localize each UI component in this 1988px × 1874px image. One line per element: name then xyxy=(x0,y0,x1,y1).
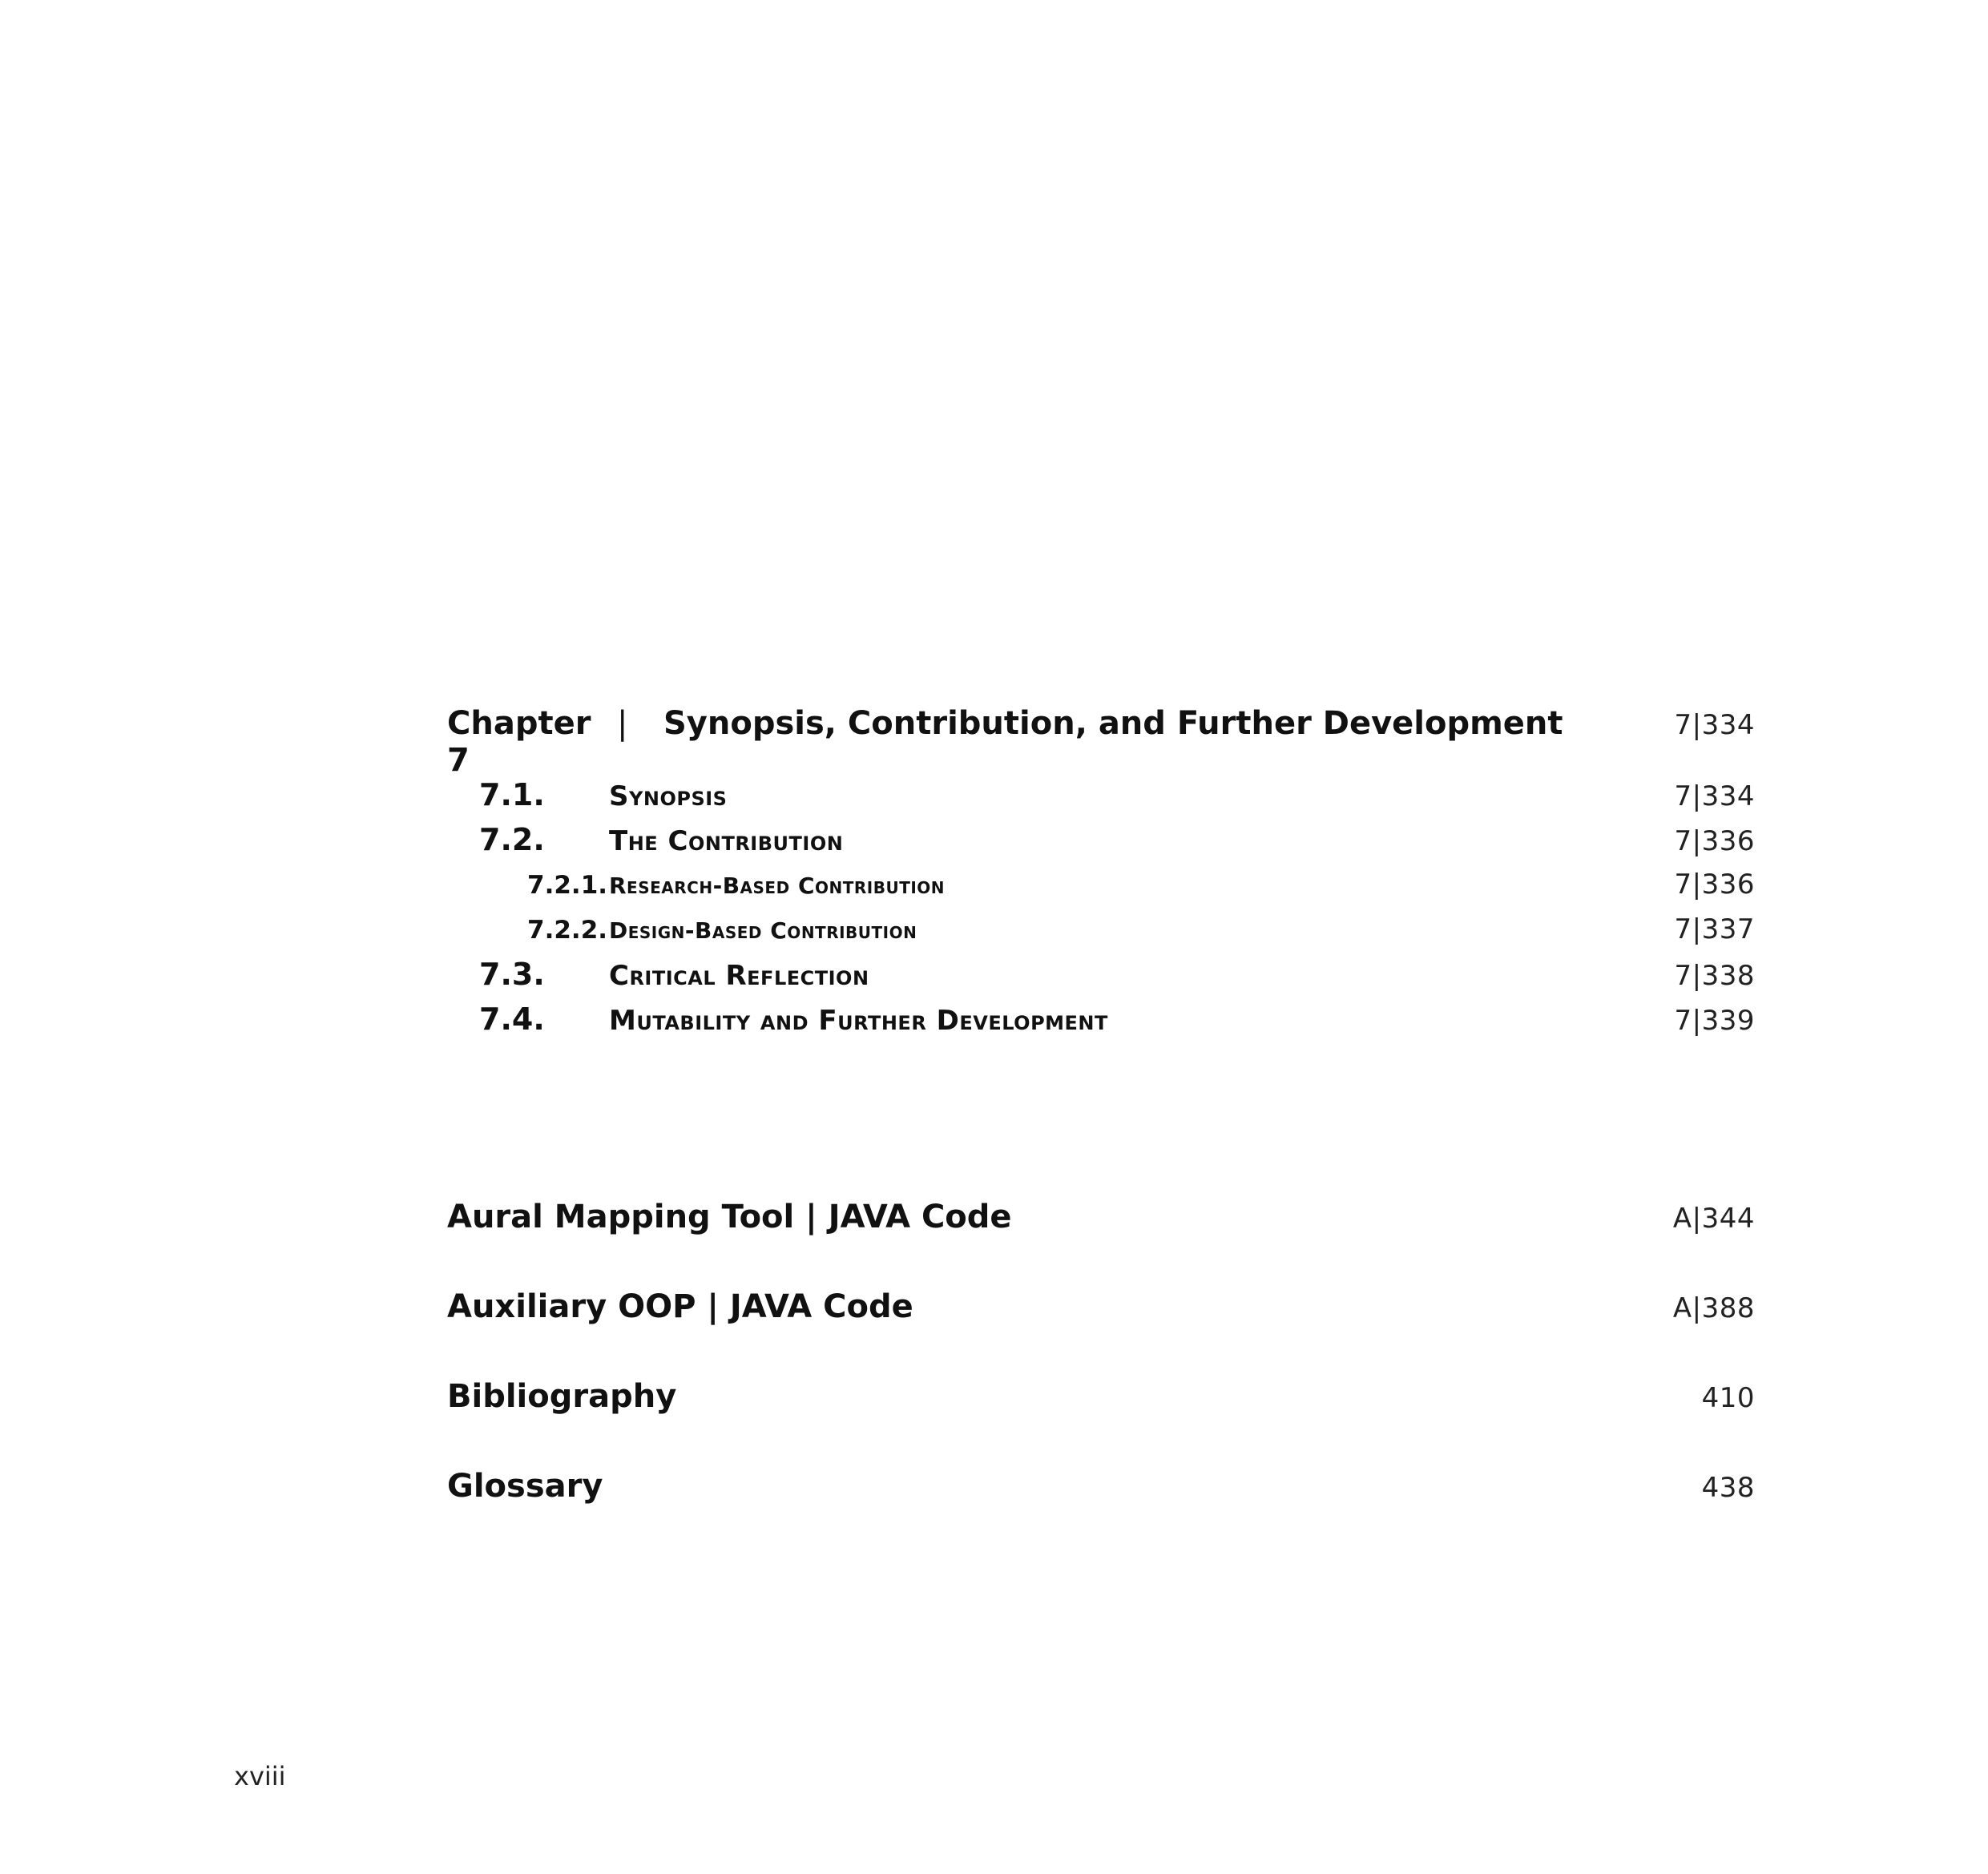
toc-section-7-2[interactable] xyxy=(447,822,1755,857)
toc-subsection-7-2-1[interactable] xyxy=(447,868,1755,901)
toc-entry-bibliography[interactable] xyxy=(447,1378,1755,1415)
chapter-separator: | xyxy=(617,705,628,742)
toc-entry-aural-mapping-tool[interactable] xyxy=(447,1199,1755,1235)
page-reference: 7|339 xyxy=(1674,1005,1755,1037)
back-matter-title: Auxiliary OOP | JAVA Code xyxy=(447,1288,913,1325)
back-matter-title: Aural Mapping Tool | JAVA Code xyxy=(447,1199,1012,1235)
section-number: 7.4. xyxy=(479,1001,545,1037)
section-number: 7.3. xyxy=(479,957,545,992)
page-reference: 410 xyxy=(1701,1382,1755,1414)
page-reference: A|388 xyxy=(1672,1292,1755,1324)
subsection-number: 7.2.2. xyxy=(527,916,608,945)
page-reference: 438 xyxy=(1701,1472,1755,1504)
section-title: Mutability and Further Development xyxy=(609,1005,1108,1037)
back-matter-title: Bibliography xyxy=(447,1378,677,1415)
page-number-folio: xviii xyxy=(234,1761,286,1791)
toc-entry-glossary[interactable] xyxy=(447,1468,1755,1505)
subsection-number: 7.2.1. xyxy=(527,871,608,900)
subsection-title: Research-Based Contribution xyxy=(609,873,946,899)
section-number: 7.2. xyxy=(479,822,545,857)
toc-subsection-7-2-2[interactable] xyxy=(447,913,1755,945)
toc-chapter-7[interactable] xyxy=(447,705,1755,779)
section-title: The Contribution xyxy=(609,825,844,857)
section-number: 7.1. xyxy=(479,777,545,812)
toc-section-7-1[interactable] xyxy=(447,777,1755,812)
page-reference: A|344 xyxy=(1672,1203,1755,1235)
back-matter-title: Glossary xyxy=(447,1468,603,1505)
subsection-title: Design-Based Contribution xyxy=(609,917,917,944)
page-reference: 7|334 xyxy=(1674,709,1755,741)
toc-section-7-3[interactable] xyxy=(447,957,1755,992)
section-title: Synopsis xyxy=(609,780,728,812)
chapter-title: Synopsis, Contribution, and Further Development xyxy=(663,705,1563,742)
page-reference: 7|336 xyxy=(1674,825,1755,857)
toc-entry-auxiliary-oop[interactable] xyxy=(447,1288,1755,1325)
section-title: Critical Reflection xyxy=(609,960,869,992)
page-reference: 7|336 xyxy=(1674,868,1755,901)
page-reference: 7|337 xyxy=(1674,913,1755,945)
toc-section-7-4[interactable] xyxy=(447,1001,1755,1037)
chapter-label: Chapter 7 xyxy=(447,705,591,779)
page-reference: 7|334 xyxy=(1674,780,1755,812)
page-reference: 7|338 xyxy=(1674,960,1755,992)
